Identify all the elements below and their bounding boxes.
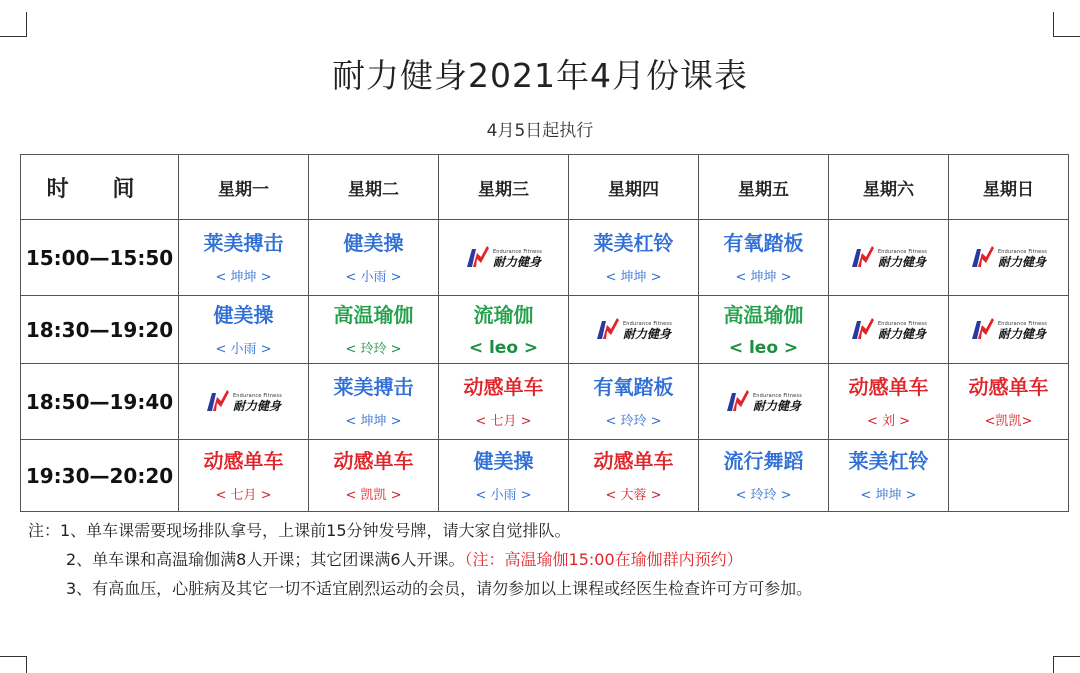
logo-english-text: Endurance Fitness (622, 320, 673, 327)
instructor-name: < 玲玲 > (735, 488, 792, 503)
day-header-fri: 星期五 (699, 155, 829, 220)
schedule-cell-sun (949, 440, 1069, 512)
gym-logo-icon (850, 243, 876, 269)
instructor-name: < 小雨 > (345, 270, 402, 285)
class-name: 流行舞蹈 (723, 449, 804, 473)
logo-chinese-text: 耐力健身 (232, 398, 281, 413)
schedule-cell-tue (309, 440, 439, 512)
class-name: 健美操 (213, 303, 274, 327)
schedule-cell-mon (179, 220, 309, 296)
gym-logo (850, 243, 927, 269)
schedule-cell-sun (949, 296, 1069, 364)
gym-logo (465, 243, 542, 269)
crop-corner-top-left (0, 12, 27, 37)
gym-logo-icon (595, 315, 621, 341)
note-2 (28, 545, 812, 574)
crop-corner-top-right (1053, 12, 1080, 37)
schedule-row (21, 220, 1069, 296)
day-header-thu: 星期四 (569, 155, 699, 220)
gym-logo-icon (970, 315, 996, 341)
class-name: 动感单车 (463, 375, 544, 399)
gym-logo-icon (970, 243, 996, 269)
logo-english-text: Endurance Fitness (232, 392, 283, 399)
gym-logo (595, 315, 672, 341)
class-name: 莱美搏击 (203, 231, 284, 255)
logo-english-text: Endurance Fitness (877, 248, 928, 255)
schedule-cell-tue (309, 296, 439, 364)
schedule-cell-wed (439, 440, 569, 512)
logo-chinese-text: 耐力健身 (752, 398, 801, 413)
schedule-cell-sat (829, 220, 949, 296)
class-name: 动感单车 (203, 449, 284, 473)
gym-logo (725, 387, 802, 413)
page-subtitle: 4月5日起执行 (486, 121, 594, 141)
day-header-sun: 星期日 (949, 155, 1069, 220)
time-slot: 18:50—19:40 (21, 364, 179, 440)
instructor-name: < 凯凯 > (345, 488, 402, 503)
class-name: 莱美杠铃 (848, 449, 929, 473)
schedule-cell-mon (179, 364, 309, 440)
instructor-name: < 小雨 > (215, 342, 272, 357)
day-header-wed: 星期三 (439, 155, 569, 220)
gym-logo-icon (465, 243, 491, 269)
instructor-name: < 小雨 > (475, 488, 532, 503)
schedule-cell-thu (569, 440, 699, 512)
class-name: 莱美搏击 (333, 375, 414, 399)
instructor-name: < 坤坤 > (215, 270, 272, 285)
logo-english-text: Endurance Fitness (752, 392, 803, 399)
logo-chinese-text: 耐力健身 (997, 326, 1046, 341)
class-name: 动感单车 (968, 375, 1049, 399)
gym-logo (205, 387, 282, 413)
schedule-cell-mon (179, 440, 309, 512)
schedule-cell-thu (569, 364, 699, 440)
schedule-cell-tue (309, 364, 439, 440)
logo-english-text: Endurance Fitness (877, 320, 928, 327)
schedule-cell-sat (829, 364, 949, 440)
instructor-name: < 刘 > (866, 414, 911, 429)
time-slot: 19:30—20:20 (21, 440, 179, 512)
schedule-cell-wed (439, 364, 569, 440)
logo-chinese-text: 耐力健身 (622, 326, 671, 341)
instructor-name: < 坤坤 > (345, 414, 402, 429)
logo-english-text: Endurance Fitness (997, 320, 1048, 327)
schedule-cell-sat (829, 440, 949, 512)
note-1: 注：1、单车课需要现场排队拿号，上课前15分钟发号牌，请大家自觉排队。 (28, 521, 571, 540)
class-name: 有氧踏板 (723, 231, 804, 255)
logo-english-text: Endurance Fitness (997, 248, 1048, 255)
instructor-name: <凯凯> (984, 414, 1033, 429)
day-header-sat: 星期六 (829, 155, 949, 220)
note-2-highlight: （注：高温瑜伽15:00在瑜伽群内预约） (464, 550, 743, 569)
class-name: 动感单车 (593, 449, 674, 473)
class-name: 动感单车 (848, 375, 929, 399)
schedule-row (21, 296, 1069, 364)
instructor-name: < 玲玲 > (605, 414, 662, 429)
schedule-cell-fri (699, 220, 829, 296)
class-name: 动感单车 (333, 449, 414, 473)
time-header: 时 间 (21, 155, 179, 220)
instructor-name: < 七月 > (475, 414, 532, 429)
class-name: 有氧踏板 (593, 375, 674, 399)
note-2-text: 2、单车课和高温瑜伽满8人开课；其它团课满6人开课。 (66, 550, 465, 569)
class-name: 高温瑜伽 (723, 302, 804, 327)
gym-logo-icon (850, 315, 876, 341)
schedule-cell-wed (439, 220, 569, 296)
schedule-cell-thu (569, 220, 699, 296)
instructor-name: < leo > (728, 337, 799, 358)
page-title: 耐力健身2021年4月份课表 (332, 56, 748, 95)
time-slot: 15:00—15:50 (21, 220, 179, 296)
header-row (21, 155, 1069, 220)
schedule-cell-tue (309, 220, 439, 296)
time-slot: 18:30—19:20 (21, 296, 179, 364)
schedule-cell-mon (179, 296, 309, 364)
gym-logo (970, 243, 1047, 269)
note-3: 3、有高血压，心脏病及其它一切不适宜剧烈运动的会员，请勿参加以上课程或经医生检查许可方可参加。 (66, 579, 813, 598)
instructor-name: < leo > (468, 337, 539, 358)
logo-english-text: Endurance Fitness (492, 248, 543, 255)
crop-corner-bottom-right (1053, 656, 1080, 673)
schedule-cell-fri (699, 440, 829, 512)
gym-logo (970, 315, 1047, 341)
schedule-cell-fri (699, 296, 829, 364)
logo-chinese-text: 耐力健身 (877, 254, 926, 269)
schedule-cell-fri (699, 364, 829, 440)
instructor-name: < 玲玲 > (345, 342, 402, 357)
notes-section (28, 516, 812, 603)
class-name: 健美操 (473, 449, 534, 473)
day-header-mon: 星期一 (179, 155, 309, 220)
schedule-table (20, 154, 1069, 512)
instructor-name: < 坤坤 > (605, 270, 662, 285)
logo-chinese-text: 耐力健身 (492, 254, 541, 269)
schedule-cell-sat (829, 296, 949, 364)
schedule-row (21, 364, 1069, 440)
class-name: 莱美杠铃 (593, 231, 674, 255)
schedule-cell-sun (949, 220, 1069, 296)
class-name: 流瑜伽 (473, 302, 534, 327)
gym-logo-icon (725, 387, 751, 413)
schedule-cell-wed (439, 296, 569, 364)
logo-chinese-text: 耐力健身 (997, 254, 1046, 269)
day-header-tue: 星期二 (309, 155, 439, 220)
schedule-row (21, 440, 1069, 512)
schedule-cell-sun (949, 364, 1069, 440)
schedule-cell-thu (569, 296, 699, 364)
class-name: 健美操 (343, 231, 404, 255)
gym-logo-icon (205, 387, 231, 413)
instructor-name: < 坤坤 > (735, 270, 792, 285)
instructor-name: < 大蓉 > (605, 488, 662, 503)
class-name: 高温瑜伽 (333, 303, 414, 327)
logo-chinese-text: 耐力健身 (877, 326, 926, 341)
gym-logo (850, 315, 927, 341)
instructor-name: < 坤坤 > (860, 488, 917, 503)
crop-corner-bottom-left (0, 656, 27, 673)
instructor-name: < 七月 > (215, 488, 272, 503)
